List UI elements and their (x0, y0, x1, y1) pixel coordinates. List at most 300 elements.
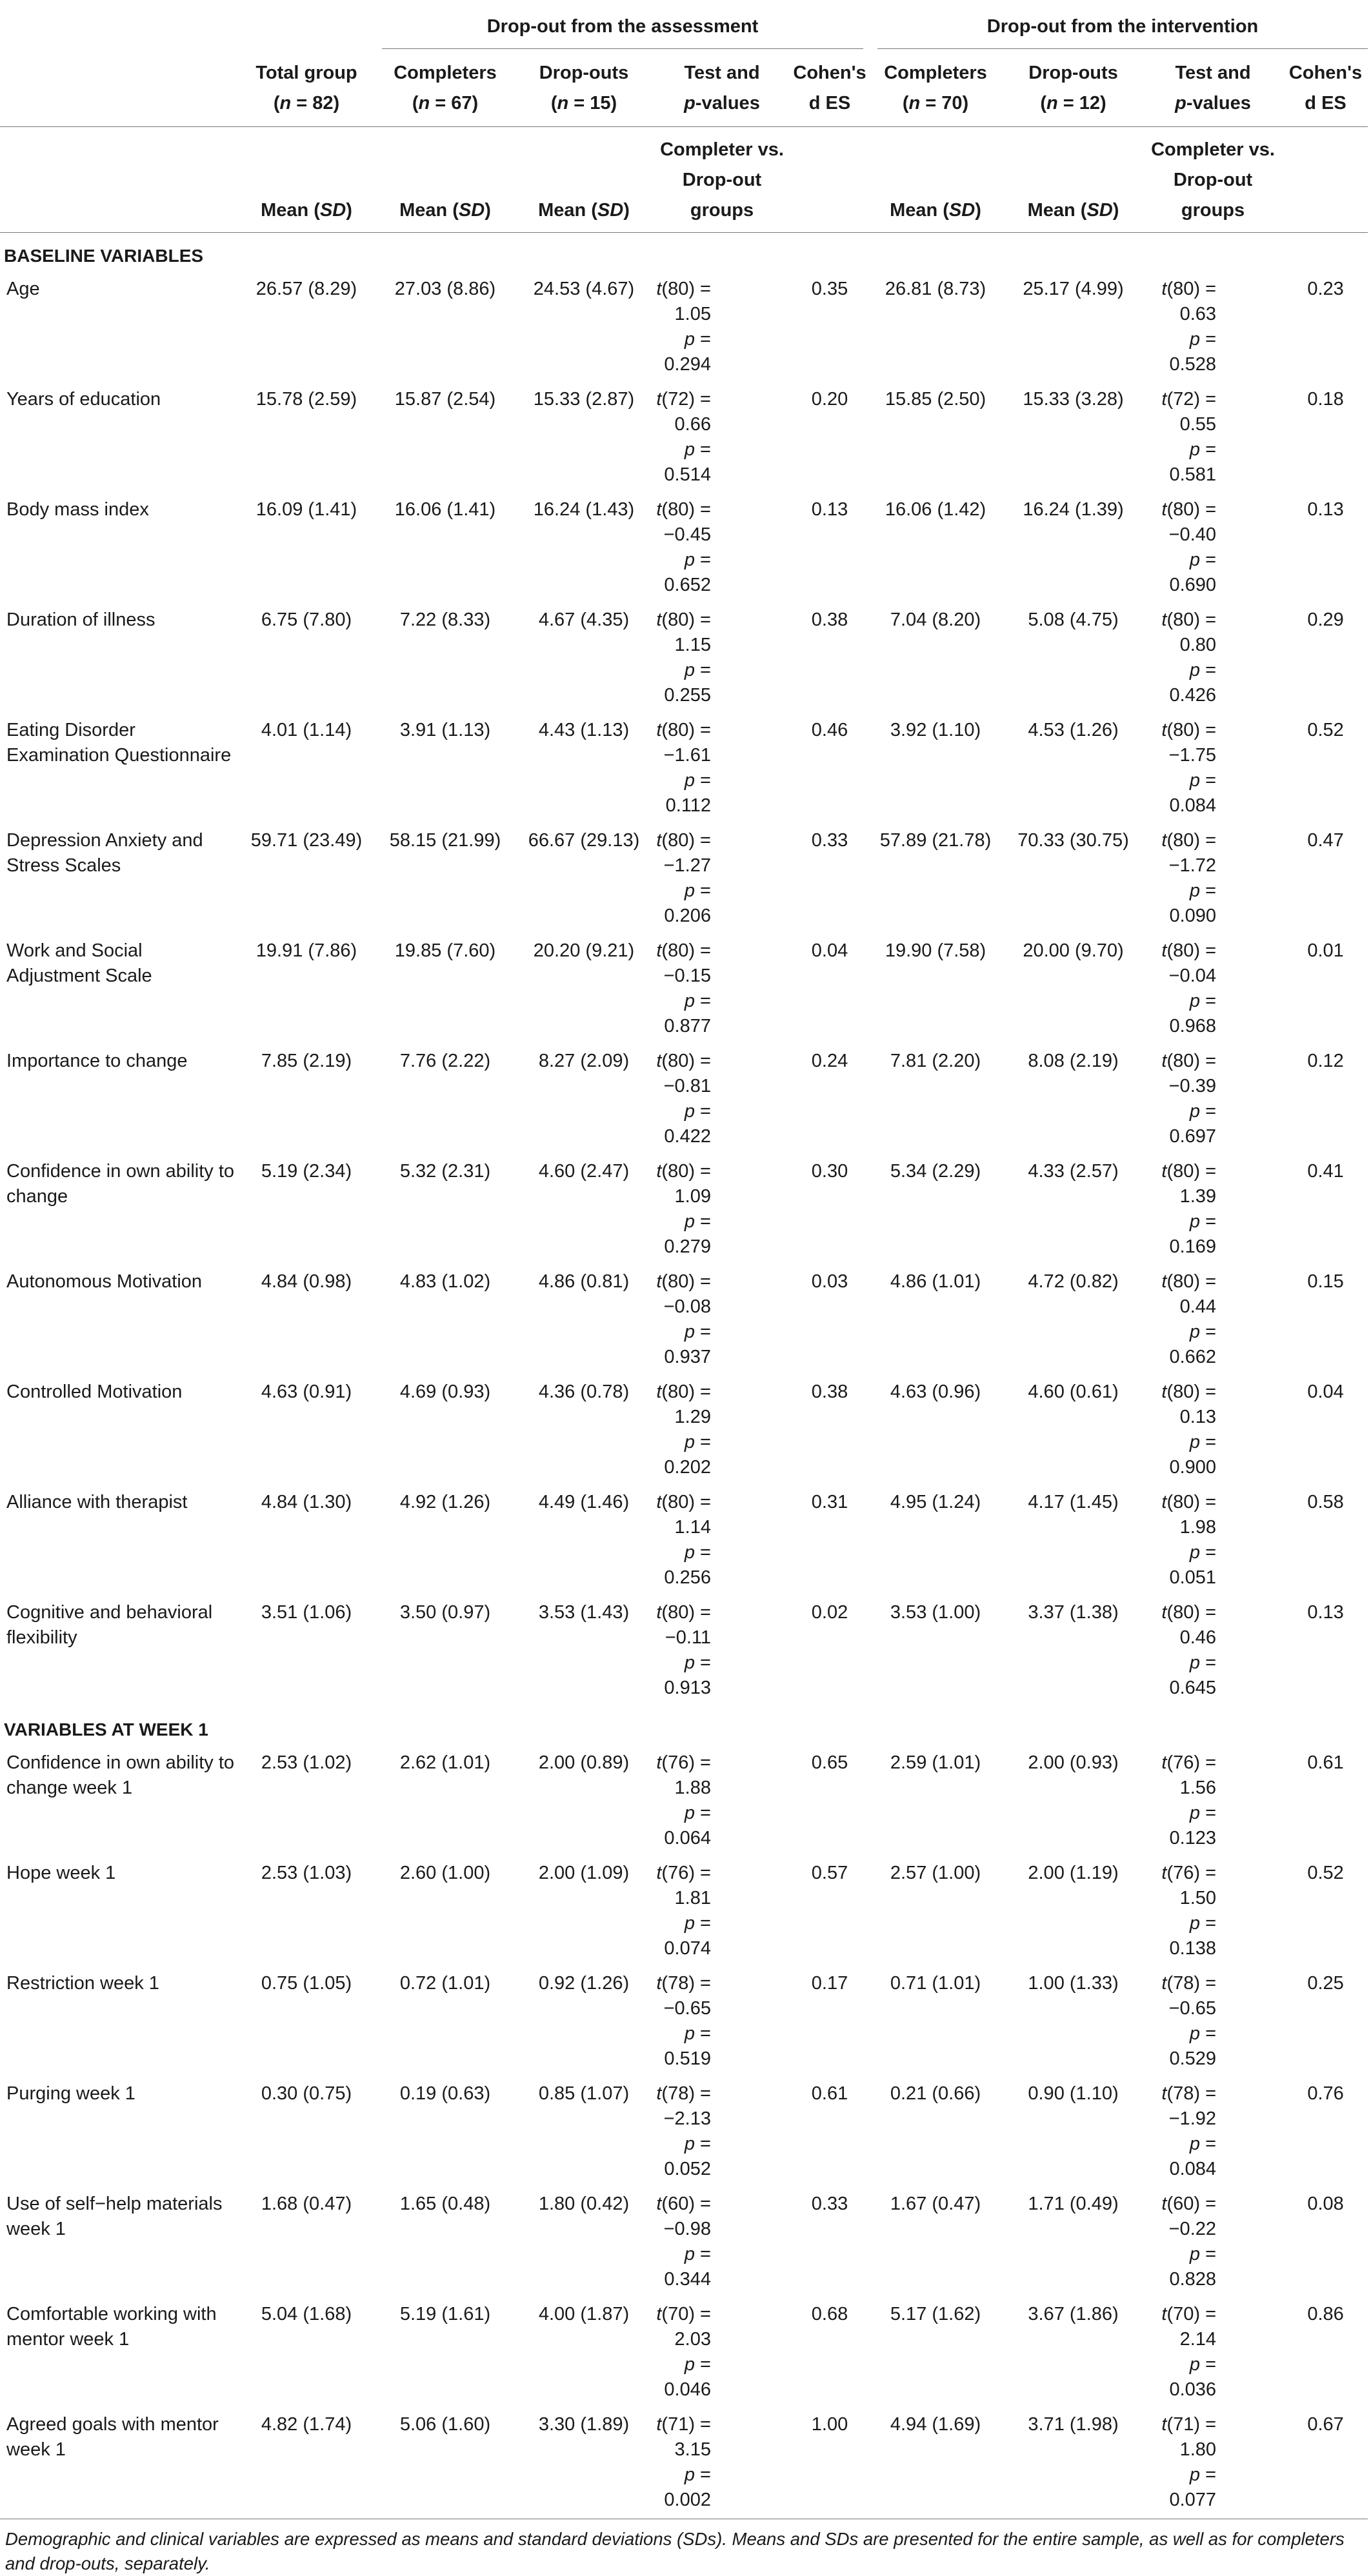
assess-t-stat: t(80) = 1.14 (652, 1490, 711, 1540)
table-row (0, 383, 1368, 493)
interv-p-value: p = 0.968 (1143, 989, 1216, 1039)
assess-t-stat: t(78) = −2.13 (652, 2081, 711, 2132)
row-label: Work and Social Adjustment Scale (0, 935, 239, 1045)
col-interv-cohen: Cohen's d ES (1283, 53, 1368, 127)
interv-test-cell (1143, 1967, 1283, 2077)
assess-p-value: p = 0.514 (652, 437, 711, 488)
row-label: Purging week 1 (0, 2077, 239, 2188)
total-mean-sd: 6.75 (7.80) (239, 604, 374, 714)
interv-cohens-d: 0.01 (1283, 935, 1368, 1045)
row-label: Agreed goals with mentor week 1 (0, 2408, 239, 2519)
assess-t-stat: t(78) = −0.65 (652, 1971, 711, 2021)
interv-completers-mean-sd: 0.71 (1.01) (867, 1967, 1004, 2077)
assess-test-cell (652, 2408, 792, 2519)
assess-cohens-d: 0.03 (792, 1265, 867, 1376)
interv-dropouts-mean-sd: 4.72 (0.82) (1004, 1265, 1143, 1376)
interv-cohens-d: 0.61 (1283, 1747, 1368, 1857)
interv-p-value: p = 0.528 (1143, 327, 1216, 377)
assess-completers-mean-sd: 58.15 (21.99) (374, 824, 516, 935)
col-total-group: Total group (n = 82) (239, 53, 374, 127)
table-row (0, 493, 1368, 604)
assess-test-cell (652, 2188, 792, 2298)
interv-dropouts-mean-sd: 4.17 (1.45) (1004, 1486, 1143, 1596)
assess-cohens-d: 0.17 (792, 1967, 867, 2077)
interv-p-value: p = 0.645 (1143, 1650, 1216, 1701)
table-row (0, 1265, 1368, 1376)
interv-dropouts-mean-sd: 2.00 (0.93) (1004, 1747, 1143, 1857)
table-row (0, 604, 1368, 714)
assess-t-stat: t(80) = −1.61 (652, 718, 711, 768)
table-row (0, 2077, 1368, 2188)
interv-t-stat: t(80) = 0.13 (1143, 1380, 1216, 1430)
interv-completers-mean-sd: 4.95 (1.24) (867, 1486, 1004, 1596)
interv-completers-mean-sd: 2.57 (1.00) (867, 1857, 1004, 1967)
group-header-row (0, 0, 1368, 53)
assess-p-value: p = 0.064 (652, 1801, 711, 1851)
assess-p-value: p = 0.652 (652, 548, 711, 598)
interv-completers-mean-sd: 3.92 (1.10) (867, 714, 1004, 824)
assess-dropouts-mean-sd: 4.49 (1.46) (516, 1486, 652, 1596)
assess-completers-mean-sd: 0.19 (0.63) (374, 2077, 516, 2188)
assess-cohens-d: 0.24 (792, 1045, 867, 1155)
total-mean-sd: 5.19 (2.34) (239, 1155, 374, 1265)
assess-completers-mean-sd: 7.76 (2.22) (374, 1045, 516, 1155)
assess-t-stat: t(76) = 1.81 (652, 1861, 711, 1911)
assess-completers-mean-sd: 3.50 (0.97) (374, 1596, 516, 1707)
interv-test-cell (1143, 2077, 1283, 2188)
table-row (0, 1155, 1368, 1265)
interv-completers-mean-sd: 7.04 (8.20) (867, 604, 1004, 714)
col-interv-completers: Completers (n = 70) (867, 53, 1004, 127)
interv-test-cell (1143, 493, 1283, 604)
interv-dropouts-mean-sd: 4.33 (2.57) (1004, 1155, 1143, 1265)
total-mean-sd: 4.84 (1.30) (239, 1486, 374, 1596)
interv-t-stat: t(80) = 1.39 (1143, 1159, 1216, 1209)
row-label: Years of education (0, 383, 239, 493)
mean-sd-header: Mean (SD) (374, 127, 516, 233)
interv-completers-mean-sd: 15.85 (2.50) (867, 383, 1004, 493)
assess-dropouts-mean-sd: 1.80 (0.42) (516, 2188, 652, 2298)
interv-t-stat: t(80) = −0.40 (1143, 497, 1216, 548)
interv-t-stat: t(80) = −1.75 (1143, 718, 1216, 768)
interv-p-value: p = 0.697 (1143, 1099, 1216, 1149)
interv-t-stat: t(80) = −1.72 (1143, 828, 1216, 878)
assess-dropouts-mean-sd: 4.60 (2.47) (516, 1155, 652, 1265)
interv-cohens-d: 0.15 (1283, 1265, 1368, 1376)
interv-t-stat: t(60) = −0.22 (1143, 2192, 1216, 2242)
interv-cohens-d: 0.52 (1283, 714, 1368, 824)
interv-test-cell (1143, 1045, 1283, 1155)
interv-test-cell (1143, 1265, 1283, 1376)
assess-p-value: p = 0.422 (652, 1099, 711, 1149)
interv-dropouts-mean-sd: 16.24 (1.39) (1004, 493, 1143, 604)
total-mean-sd: 26.57 (8.29) (239, 273, 374, 383)
assess-dropouts-mean-sd: 15.33 (2.87) (516, 383, 652, 493)
mean-sd-header: Mean (SD) (867, 127, 1004, 233)
assess-cohens-d: 1.00 (792, 2408, 867, 2519)
interv-p-value: p = 0.138 (1143, 1911, 1216, 1961)
interv-p-value: p = 0.828 (1143, 2242, 1216, 2292)
assess-cohens-d: 0.46 (792, 714, 867, 824)
assess-t-stat: t(71) = 3.15 (652, 2412, 711, 2462)
assess-dropouts-mean-sd: 4.43 (1.13) (516, 714, 652, 824)
interv-dropouts-mean-sd: 4.60 (0.61) (1004, 1376, 1143, 1486)
assess-test-cell (652, 935, 792, 1045)
assess-completers-mean-sd: 5.19 (1.61) (374, 2298, 516, 2408)
total-mean-sd: 3.51 (1.06) (239, 1596, 374, 1707)
assess-p-value: p = 0.202 (652, 1430, 711, 1480)
assess-dropouts-mean-sd: 4.67 (4.35) (516, 604, 652, 714)
interv-cohens-d: 0.25 (1283, 1967, 1368, 2077)
total-mean-sd: 5.04 (1.68) (239, 2298, 374, 2408)
assess-test-cell (652, 493, 792, 604)
interv-p-value: p = 0.123 (1143, 1801, 1216, 1851)
interv-p-value: p = 0.084 (1143, 2132, 1216, 2182)
assess-p-value: p = 0.294 (652, 327, 711, 377)
group-header-intervention: Drop-out from the intervention (877, 5, 1368, 49)
section-header-row (0, 1707, 1368, 1747)
assess-cohens-d: 0.30 (792, 1155, 867, 1265)
assess-test-cell (652, 1045, 792, 1155)
row-label: Eating Disorder Examination Questionnaire (0, 714, 239, 824)
assess-p-value: p = 0.002 (652, 2462, 711, 2513)
assess-test-cell (652, 1857, 792, 1967)
interv-cohens-d: 0.52 (1283, 1857, 1368, 1967)
total-n: (n = 82) (239, 88, 374, 119)
interv-dropouts-mean-sd: 25.17 (4.99) (1004, 273, 1143, 383)
assess-cohens-d: 0.38 (792, 604, 867, 714)
assess-t-stat: t(80) = −1.27 (652, 828, 711, 878)
interv-cohens-d: 0.76 (1283, 2077, 1368, 2188)
table-row (0, 273, 1368, 383)
interv-dropouts-mean-sd: 3.67 (1.86) (1004, 2298, 1143, 2408)
assess-p-value: p = 0.074 (652, 1911, 711, 1961)
table-row (0, 2408, 1368, 2519)
mean-sd-header: Mean (SD) (516, 127, 652, 233)
interv-test-cell (1143, 935, 1283, 1045)
interv-p-value: p = 0.426 (1143, 658, 1216, 708)
interv-test-cell (1143, 2408, 1283, 2519)
assess-test-cell (652, 1265, 792, 1376)
table-row (0, 1596, 1368, 1707)
assess-completers-mean-sd: 19.85 (7.60) (374, 935, 516, 1045)
assess-t-stat: t(80) = 1.15 (652, 608, 711, 658)
interv-completers-mean-sd: 16.06 (1.42) (867, 493, 1004, 604)
total-mean-sd: 0.75 (1.05) (239, 1967, 374, 2077)
section-header-row (0, 233, 1368, 273)
total-mean-sd: 1.68 (0.47) (239, 2188, 374, 2298)
table-row (0, 1967, 1368, 2077)
interv-test-cell (1143, 1596, 1283, 1707)
assess-completers-mean-sd: 7.22 (8.33) (374, 604, 516, 714)
assess-cohens-d: 0.61 (792, 2077, 867, 2188)
footnote-row (0, 2519, 1368, 2576)
total-mean-sd: 7.85 (2.19) (239, 1045, 374, 1155)
assess-cohens-d: 0.68 (792, 2298, 867, 2408)
interv-test-cell (1143, 824, 1283, 935)
interv-test-cell (1143, 1155, 1283, 1265)
interv-test-cell (1143, 1376, 1283, 1486)
column-header-row (0, 53, 1368, 127)
assess-t-stat: t(80) = −0.08 (652, 1269, 711, 1320)
interv-test-cell (1143, 383, 1283, 493)
col-assess-dropouts: Drop-outs (n = 15) (516, 53, 652, 127)
interv-completers-mean-sd: 4.86 (1.01) (867, 1265, 1004, 1376)
section-title: VARIABLES AT WEEK 1 (0, 1707, 1368, 1747)
interv-cohens-d: 0.47 (1283, 824, 1368, 935)
interv-cohens-d: 0.58 (1283, 1486, 1368, 1596)
assess-t-stat: t(80) = −0.15 (652, 938, 711, 989)
assess-completers-mean-sd: 0.72 (1.01) (374, 1967, 516, 2077)
row-label: Depression Anxiety and Stress Scales (0, 824, 239, 935)
assess-test-cell (652, 273, 792, 383)
row-label: Body mass index (0, 493, 239, 604)
interv-cohens-d: 0.13 (1283, 493, 1368, 604)
interv-completers-mean-sd: 5.17 (1.62) (867, 2298, 1004, 2408)
assess-test-cell (652, 1747, 792, 1857)
group-header-assessment: Drop-out from the assessment (382, 5, 863, 49)
assess-dropouts-mean-sd: 8.27 (2.09) (516, 1045, 652, 1155)
interv-t-stat: t(70) = 2.14 (1143, 2302, 1216, 2352)
interv-p-value: p = 0.169 (1143, 1209, 1216, 1260)
assess-t-stat: t(60) = −0.98 (652, 2192, 711, 2242)
assess-cohens-d: 0.31 (792, 1486, 867, 1596)
table-row (0, 1486, 1368, 1596)
interv-dropouts-mean-sd: 1.71 (0.49) (1004, 2188, 1143, 2298)
assess-dropouts-mean-sd: 2.00 (0.89) (516, 1747, 652, 1857)
assess-test-cell (652, 604, 792, 714)
assess-t-stat: t(76) = 1.88 (652, 1750, 711, 1801)
assess-completers-mean-sd: 15.87 (2.54) (374, 383, 516, 493)
interv-completers-mean-sd: 4.63 (0.96) (867, 1376, 1004, 1486)
interv-dropouts-mean-sd: 3.37 (1.38) (1004, 1596, 1143, 1707)
assess-cohens-d: 0.13 (792, 493, 867, 604)
assess-dropouts-mean-sd: 4.36 (0.78) (516, 1376, 652, 1486)
assess-test-cell (652, 1155, 792, 1265)
total-mean-sd: 4.84 (0.98) (239, 1265, 374, 1376)
assess-p-value: p = 0.052 (652, 2132, 711, 2182)
assess-completers-mean-sd: 4.69 (0.93) (374, 1376, 516, 1486)
row-label: Confidence in own ability to change (0, 1155, 239, 1265)
interv-p-value: p = 0.900 (1143, 1430, 1216, 1480)
assess-completers-mean-sd: 5.06 (1.60) (374, 2408, 516, 2519)
interv-cohens-d: 0.29 (1283, 604, 1368, 714)
table-body (0, 233, 1368, 2519)
interv-p-value: p = 0.051 (1143, 1540, 1216, 1590)
assess-dropouts-mean-sd: 16.24 (1.43) (516, 493, 652, 604)
table-row (0, 714, 1368, 824)
row-label: Cognitive and behavioral flexibility (0, 1596, 239, 1707)
total-mean-sd: 19.91 (7.86) (239, 935, 374, 1045)
comparison-header: Completer vs. Drop-out groups (652, 127, 792, 233)
interv-test-cell (1143, 273, 1283, 383)
row-label: Confidence in own ability to change week 1 (0, 1747, 239, 1857)
interv-cohens-d: 0.13 (1283, 1596, 1368, 1707)
section-title: BASELINE VARIABLES (0, 233, 1368, 273)
total-mean-sd: 2.53 (1.02) (239, 1747, 374, 1857)
col-assess-test: Test and p-values (652, 53, 792, 127)
interv-t-stat: t(80) = 0.80 (1143, 608, 1216, 658)
interv-completers-mean-sd: 57.89 (21.78) (867, 824, 1004, 935)
assess-cohens-d: 0.38 (792, 1376, 867, 1486)
table-row (0, 1747, 1368, 1857)
assess-test-cell (652, 1967, 792, 2077)
assess-cohens-d: 0.02 (792, 1596, 867, 1707)
interv-dropouts-mean-sd: 3.71 (1.98) (1004, 2408, 1143, 2519)
comparison-header: Completer vs. Drop-out groups (1143, 127, 1283, 233)
mean-sd-header: Mean (SD) (1004, 127, 1143, 233)
total-mean-sd: 4.63 (0.91) (239, 1376, 374, 1486)
interv-p-value: p = 0.662 (1143, 1320, 1216, 1370)
table-row (0, 1045, 1368, 1155)
assess-t-stat: t(80) = −0.81 (652, 1049, 711, 1099)
assess-test-cell (652, 2077, 792, 2188)
interv-dropouts-mean-sd: 4.53 (1.26) (1004, 714, 1143, 824)
subheader-row (0, 127, 1368, 233)
assess-test-cell (652, 2298, 792, 2408)
table-row (0, 2298, 1368, 2408)
interv-t-stat: t(80) = 0.63 (1143, 277, 1216, 327)
assess-cohens-d: 0.57 (792, 1857, 867, 1967)
interv-cohens-d: 0.67 (1283, 2408, 1368, 2519)
assess-cohens-d: 0.20 (792, 383, 867, 493)
interv-dropouts-mean-sd: 2.00 (1.19) (1004, 1857, 1143, 1967)
interv-p-value: p = 0.036 (1143, 2352, 1216, 2403)
interv-dropouts-mean-sd: 0.90 (1.10) (1004, 2077, 1143, 2188)
total-mean-sd: 59.71 (23.49) (239, 824, 374, 935)
assess-p-value: p = 0.344 (652, 2242, 711, 2292)
row-label: Age (0, 273, 239, 383)
assess-p-value: p = 0.255 (652, 658, 711, 708)
interv-dropouts-mean-sd: 20.00 (9.70) (1004, 935, 1143, 1045)
interv-completers-mean-sd: 0.21 (0.66) (867, 2077, 1004, 2188)
interv-t-stat: t(78) = −1.92 (1143, 2081, 1216, 2132)
total-mean-sd: 4.82 (1.74) (239, 2408, 374, 2519)
col-assess-completers: Completers (n = 67) (374, 53, 516, 127)
interv-t-stat: t(80) = 1.98 (1143, 1490, 1216, 1540)
row-label: Hope week 1 (0, 1857, 239, 1967)
interv-test-cell (1143, 1857, 1283, 1967)
total-mean-sd: 15.78 (2.59) (239, 383, 374, 493)
col-interv-test: Test and p-values (1143, 53, 1283, 127)
row-label: Controlled Motivation (0, 1376, 239, 1486)
assess-test-cell (652, 1486, 792, 1596)
interv-p-value: p = 0.077 (1143, 2462, 1216, 2513)
assess-dropouts-mean-sd: 2.00 (1.09) (516, 1857, 652, 1967)
assess-dropouts-mean-sd: 3.30 (1.89) (516, 2408, 652, 2519)
assess-completers-mean-sd: 3.91 (1.13) (374, 714, 516, 824)
interv-t-stat: t(76) = 1.50 (1143, 1861, 1216, 1911)
assess-t-stat: t(80) = 1.05 (652, 277, 711, 327)
table-row (0, 1857, 1368, 1967)
assess-test-cell (652, 383, 792, 493)
interv-dropouts-mean-sd: 70.33 (30.75) (1004, 824, 1143, 935)
interv-p-value: p = 0.581 (1143, 437, 1216, 488)
interv-t-stat: t(80) = 0.44 (1143, 1269, 1216, 1320)
assess-t-stat: t(80) = 1.29 (652, 1380, 711, 1430)
interv-cohens-d: 0.12 (1283, 1045, 1368, 1155)
interv-cohens-d: 0.18 (1283, 383, 1368, 493)
interv-p-value: p = 0.529 (1143, 2021, 1216, 2072)
mean-sd-header: Mean (SD) (239, 127, 374, 233)
assess-test-cell (652, 714, 792, 824)
row-label: Autonomous Motivation (0, 1265, 239, 1376)
row-label: Use of self−help materials week 1 (0, 2188, 239, 2298)
assess-t-stat: t(80) = −0.45 (652, 497, 711, 548)
table-row (0, 824, 1368, 935)
assess-cohens-d: 0.65 (792, 1747, 867, 1857)
assess-dropouts-mean-sd: 24.53 (4.67) (516, 273, 652, 383)
table-row (0, 935, 1368, 1045)
assess-completers-mean-sd: 1.65 (0.48) (374, 2188, 516, 2298)
interv-completers-mean-sd: 2.59 (1.01) (867, 1747, 1004, 1857)
assess-dropouts-mean-sd: 4.86 (0.81) (516, 1265, 652, 1376)
interv-t-stat: t(72) = 0.55 (1143, 387, 1216, 437)
interv-dropouts-mean-sd: 5.08 (4.75) (1004, 604, 1143, 714)
assess-p-value: p = 0.937 (652, 1320, 711, 1370)
assess-completers-mean-sd: 5.32 (2.31) (374, 1155, 516, 1265)
assess-completers-mean-sd: 27.03 (8.86) (374, 273, 516, 383)
assess-completers-mean-sd: 2.62 (1.01) (374, 1747, 516, 1857)
table-footnote: Demographic and clinical variables are expressed as means and standard deviations (SDs). Means and SDs are presented for the entire sample, as well as for completers and drop-outs, separately. (0, 2519, 1368, 2576)
row-label: Restriction week 1 (0, 1967, 239, 2077)
row-label: Alliance with therapist (0, 1486, 239, 1596)
assess-dropouts-mean-sd: 20.20 (9.21) (516, 935, 652, 1045)
assess-test-cell (652, 1596, 792, 1707)
assess-t-stat: t(70) = 2.03 (652, 2302, 711, 2352)
interv-p-value: p = 0.084 (1143, 768, 1216, 818)
interv-t-stat: t(71) = 1.80 (1143, 2412, 1216, 2462)
assess-cohens-d: 0.35 (792, 273, 867, 383)
interv-t-stat: t(78) = −0.65 (1143, 1971, 1216, 2021)
interv-test-cell (1143, 2188, 1283, 2298)
interv-completers-mean-sd: 7.81 (2.20) (867, 1045, 1004, 1155)
assess-p-value: p = 0.913 (652, 1650, 711, 1701)
interv-completers-mean-sd: 26.81 (8.73) (867, 273, 1004, 383)
assess-dropouts-mean-sd: 3.53 (1.43) (516, 1596, 652, 1707)
total-mean-sd: 16.09 (1.41) (239, 493, 374, 604)
interv-t-stat: t(76) = 1.56 (1143, 1750, 1216, 1801)
interv-dropouts-mean-sd: 1.00 (1.33) (1004, 1967, 1143, 2077)
assess-cohens-d: 0.04 (792, 935, 867, 1045)
col-assess-cohen: Cohen's d ES (792, 53, 867, 127)
interv-p-value: p = 0.090 (1143, 878, 1216, 929)
interv-dropouts-mean-sd: 15.33 (3.28) (1004, 383, 1143, 493)
interv-test-cell (1143, 714, 1283, 824)
row-label: Duration of illness (0, 604, 239, 714)
assess-p-value: p = 0.112 (652, 768, 711, 818)
assess-completers-mean-sd: 2.60 (1.00) (374, 1857, 516, 1967)
assess-t-stat: t(80) = 1.09 (652, 1159, 711, 1209)
assess-p-value: p = 0.877 (652, 989, 711, 1039)
assess-p-value: p = 0.256 (652, 1540, 711, 1590)
assess-t-stat: t(80) = −0.11 (652, 1600, 711, 1650)
assess-completers-mean-sd: 16.06 (1.41) (374, 493, 516, 604)
assess-p-value: p = 0.046 (652, 2352, 711, 2403)
total-mean-sd: 0.30 (0.75) (239, 2077, 374, 2188)
interv-test-cell (1143, 2298, 1283, 2408)
total-mean-sd: 2.53 (1.03) (239, 1857, 374, 1967)
assess-completers-mean-sd: 4.92 (1.26) (374, 1486, 516, 1596)
assess-p-value: p = 0.519 (652, 2021, 711, 2072)
interv-completers-mean-sd: 5.34 (2.29) (867, 1155, 1004, 1265)
row-label: Importance to change (0, 1045, 239, 1155)
table-row (0, 1376, 1368, 1486)
interv-completers-mean-sd: 4.94 (1.69) (867, 2408, 1004, 2519)
interv-t-stat: t(80) = −0.39 (1143, 1049, 1216, 1099)
assess-p-value: p = 0.206 (652, 878, 711, 929)
interv-cohens-d: 0.08 (1283, 2188, 1368, 2298)
